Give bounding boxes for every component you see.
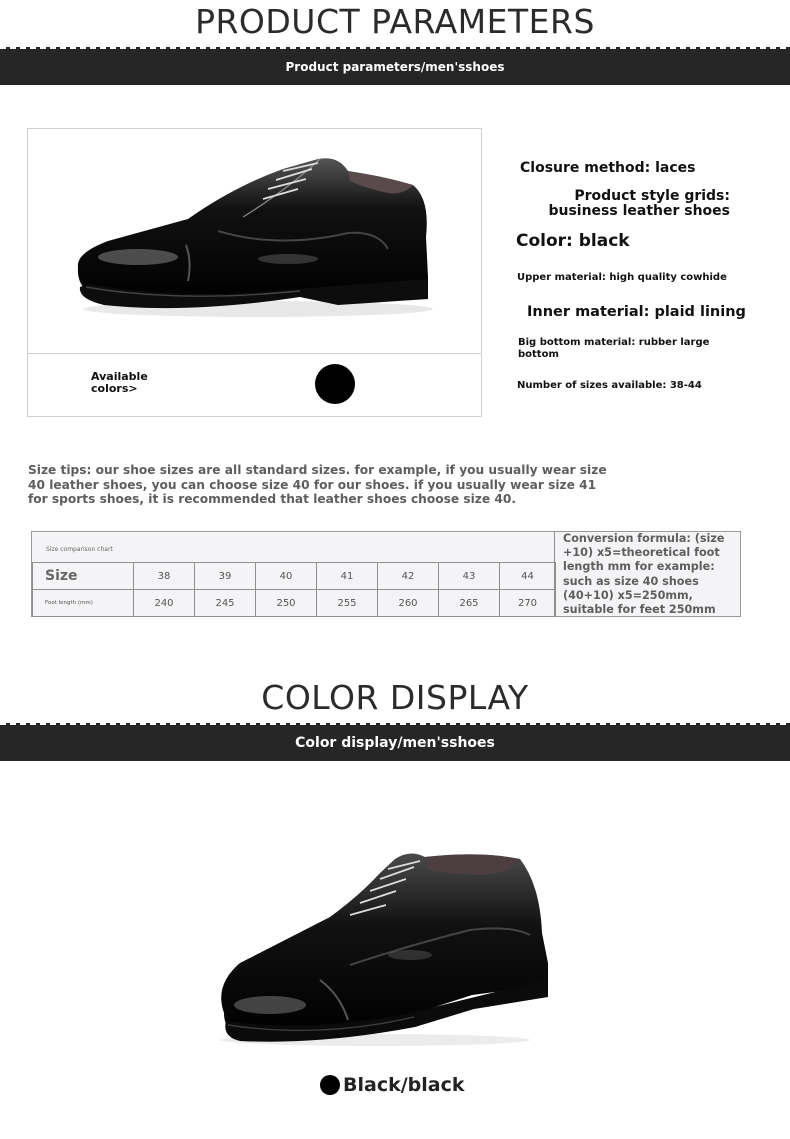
- size-cell: 44: [500, 563, 556, 590]
- foot-length-cell: 255: [317, 590, 378, 617]
- size-comparison-chart: [31, 531, 741, 617]
- foot-length-cell: 260: [378, 590, 439, 617]
- foot-length-cell: 265: [439, 590, 500, 617]
- black-color-swatch[interactable]: [315, 364, 355, 404]
- param-color: Color: black: [516, 231, 630, 251]
- foot-length-row: [33, 590, 556, 617]
- color-display-label: Black/black: [343, 1074, 465, 1096]
- available-colors-label: Available colors>: [91, 370, 148, 395]
- param-bottom-material: Big bottom material: rubber large bottom: [518, 337, 710, 360]
- param-sizes-available: Number of sizes available: 38-44: [517, 380, 702, 391]
- shoe-side-image: [68, 149, 438, 324]
- param-inner-material: Inner material: plaid lining: [527, 304, 746, 320]
- size-cell: 41: [317, 563, 378, 590]
- foot-length-cell: 245: [195, 590, 256, 617]
- size-cell: 38: [134, 563, 195, 590]
- size-tips: Size tips: our shoe sizes are all standard sizes. for example, if you usually wear size 40 leather shoes, you can choose size 40 for our shoes. if you usually wear size 41 for sports shoes, it is recommended that leather shoes choose size 40.: [28, 463, 607, 506]
- foot-length-cell: 240: [134, 590, 195, 617]
- size-cell: 39: [195, 563, 256, 590]
- param-style-grids: Product style grids: business leather shoes: [548, 188, 730, 219]
- shoe-angle-image: [210, 845, 560, 1050]
- product-parameters-band: [0, 47, 790, 85]
- conversion-formula: Conversion formula: (size +10) x5=theoretical foot length mm for example: such as size 40 shoes (40+10) x5=250mm, suitable for feet 250mm: [554, 532, 741, 616]
- foot-length-row-header: Foot length (mm): [33, 590, 134, 617]
- product-image-box: [27, 128, 482, 417]
- size-cell: 40: [256, 563, 317, 590]
- color-display-band-text: Color display/men'sshoes: [295, 735, 495, 751]
- size-chart-caption: Size comparison chart: [46, 546, 113, 553]
- size-row: [33, 563, 556, 590]
- color-display-caption: [320, 1072, 465, 1098]
- foot-length-cell: 270: [500, 590, 556, 617]
- param-closure-method: Closure method: laces: [520, 160, 696, 176]
- product-box-divider: [28, 353, 481, 354]
- size-cell: 42: [378, 563, 439, 590]
- color-display-band: [0, 723, 790, 761]
- black-color-dot: [320, 1075, 340, 1095]
- color-display-title: COLOR DISPLAY: [261, 678, 529, 717]
- foot-length-cell: 250: [256, 590, 317, 617]
- param-upper-material: Upper material: high quality cowhide: [517, 272, 727, 283]
- size-row-header: Size: [33, 563, 134, 590]
- size-table: [32, 562, 556, 617]
- product-parameters-band-text: Product parameters/men'sshoes: [285, 60, 505, 74]
- size-cell: 43: [439, 563, 500, 590]
- product-parameters-title: PRODUCT PARAMETERS: [195, 2, 595, 41]
